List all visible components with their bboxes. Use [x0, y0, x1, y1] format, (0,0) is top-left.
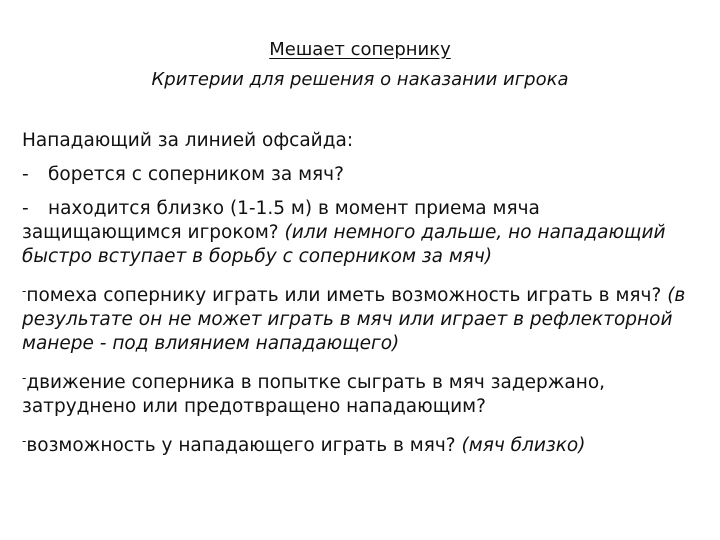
item-note: (в результате он не может играть в мяч или играет в рефлекторной манере - под влиянием нападающего): [22, 285, 686, 354]
slide-title: Мешает сопернику: [269, 39, 451, 60]
list-item: [22, 197, 702, 269]
list-item: [22, 163, 702, 187]
item-note: (или немного дальше, но нападающий быстро вступает в борьбу с соперником за мяч): [22, 222, 666, 267]
item-text: находится близко (1-1.5 м) в момент приема мяча защищающимся игроком?: [22, 198, 540, 243]
dash-marker: -: [22, 434, 27, 448]
item-text: возможность у нападающего играть в мяч?: [26, 435, 456, 456]
intro-text: Нападающий за линией офсайда:: [22, 130, 354, 151]
item-note: (мяч близко): [461, 435, 586, 456]
dash-marker: -: [22, 164, 29, 185]
dash-marker: -: [22, 371, 27, 385]
item-text: помеха сопернику играть или иметь возможность играть в мяч?: [26, 285, 662, 306]
dash-marker: -: [22, 284, 27, 298]
list-item: [22, 366, 702, 419]
dash-marker: -: [22, 198, 29, 219]
slide-body: [22, 129, 702, 458]
slide-subtitle: Критерии для решения о наказании игрока: [151, 69, 569, 90]
list-item: [22, 429, 702, 458]
list-item: [22, 279, 702, 356]
item-text: борется с соперником за мяч?: [48, 164, 344, 185]
item-text: движение соперника в попытке сыграть в мяч задержано, затруднено или предотвращено нападающим?: [22, 372, 606, 417]
